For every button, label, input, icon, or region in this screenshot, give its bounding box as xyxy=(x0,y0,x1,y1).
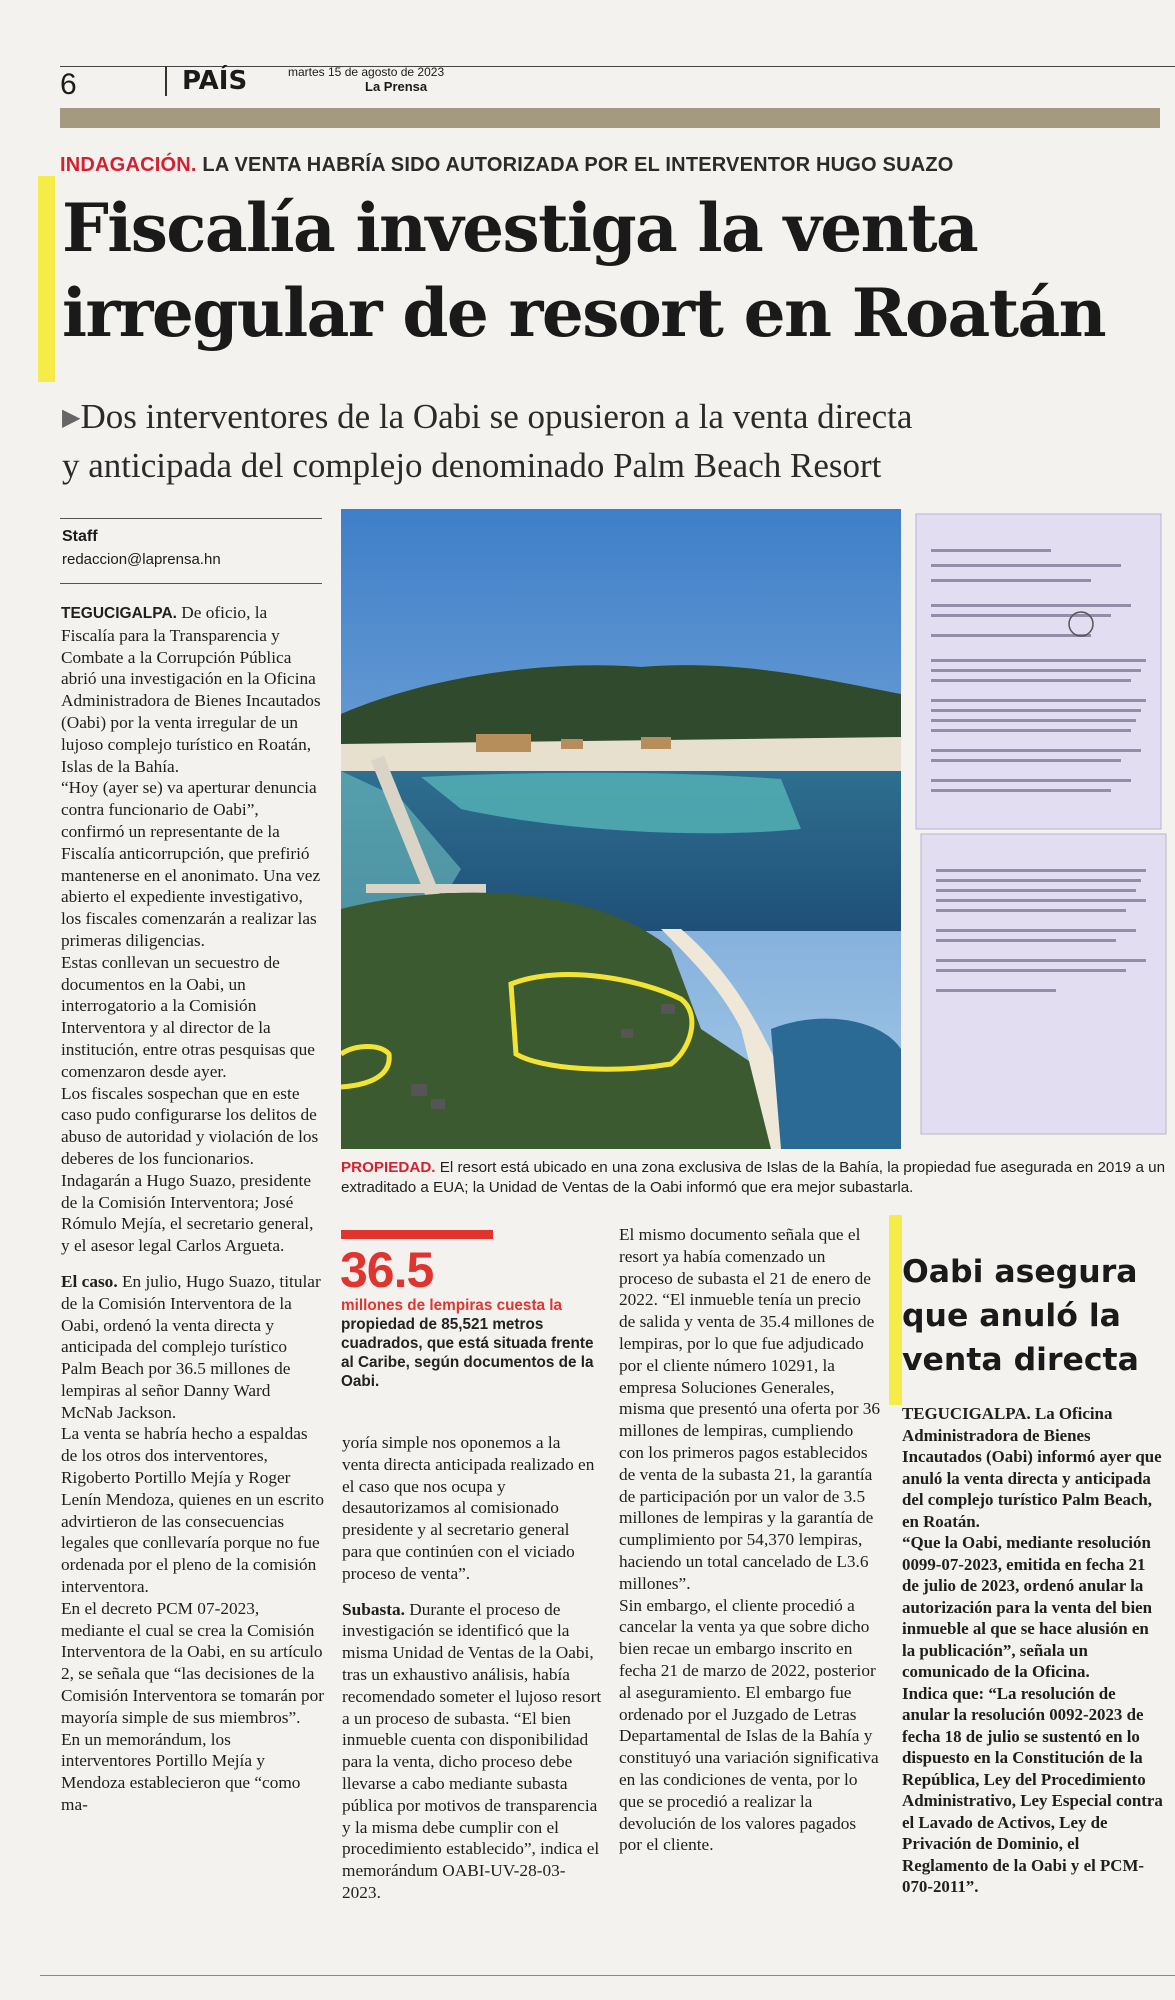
dateline: TEGUCIGALPA. xyxy=(61,605,177,622)
paragraph: La venta se habría hecho a espaldas de los otros dos interventores, Rigoberto Portillo Mejía y Roger Lenín Mendoza, quienes en un escrito advirtieron de las consecuencias legales que conllevaría porque no fue ordenada por el pleno de la comisión interventora. xyxy=(61,1424,324,1597)
byline-rule-bottom xyxy=(60,583,322,584)
kicker-label: INDAGACIÓN. xyxy=(60,154,197,176)
page-bottom-rule xyxy=(40,1975,1175,1976)
stat-text: propiedad de 85,521 metros cuadrados, que está situada frente al Caribe, según documentos de la Oabi. xyxy=(341,1316,594,1390)
article-column-1 xyxy=(61,602,325,1816)
paragraph: En un memorándum, los interventores Portillo Mejía y Mendoza establecieron que “como ma- xyxy=(61,1729,301,1815)
sidebar-headline: Oabi asegura que anuló la venta directa xyxy=(902,1254,1139,1378)
paper-name: La Prensa xyxy=(365,79,428,94)
resort-photo xyxy=(341,509,1171,1149)
deck xyxy=(62,393,1162,490)
headline-line-1: Fiscalía investiga la venta xyxy=(62,189,978,267)
article-column-3 xyxy=(619,1224,881,1856)
triangle-bullet-icon: ▶ xyxy=(62,405,81,431)
page-number: 6 xyxy=(60,68,77,101)
paragraph: “Hoy (ayer se) va aperturar denuncia contra funcionario de Oabi”, confirmó un representante de la Fiscalía anticorrupción, que prefirió mantenerse en el anonimato. Una vez abierto el expediente investigativo, los fiscales comenzarán a realizar las primeras diligencias. xyxy=(61,778,321,950)
resort-aerial-image xyxy=(341,509,1171,1149)
paragraph: Durante el proceso de investigación se identificó que la misma Unidad de Ventas de la Oabi, tras un exhaustivo análisis, había recomendado someter el lujoso resort a un proceso de subasta. “El bien inmueble cuenta con disponibilidad para la venta, dicho proceso debe llevarse a cabo mediante subasta pública por motivos de transparencia y la misma debe cumplir con el procedimiento establecido”, indica el memorándum OABI-UV-28-03-2023. xyxy=(342,1599,602,1902)
headline-line-2: irregular de resort en Roatán xyxy=(62,274,1106,352)
byline-rule-top xyxy=(60,518,322,519)
paragraph: El mismo documento señala que el resort ya había comenzado un proceso de subasta el 21 de enero de 2022. “El inmueble tenía un precio de salida y venta de 35.4 millones de lempiras, por lo que fue adjudicado por el cliente número 10291, la empresa Soluciones Generales, misma que presentó una oferta por 36 millones de lempiras, cumpliendo con los primeros pagos establecidos de venta de la subasta 21, la garantía de participación por un valor de 3.5 millones de lempiras y la garantía de cumplimiento por 54,370 lempiras, haciendo un total cancelado de L3.6 millones”. xyxy=(619,1225,881,1593)
paragraph: La Oficina Administradora de Bienes Incautados (Oabi) informó ayer que anuló la venta directa y anticipada del complejo turístico Palm Beach, en Roatán. xyxy=(902,1404,1162,1531)
byline-email: redaccion@laprensa.hn xyxy=(62,551,221,568)
highlighter-mark xyxy=(889,1215,902,1405)
paragraph: De oficio, la Fiscalía para la Transparencia y Combate a la Corrupción Pública abrió una investigación en la Oficina Administradora de Bienes Incautados (Oabi) por la venta irregular de un lujoso complejo turístico en Roatán, Islas de la Bahía. xyxy=(61,603,321,776)
paragraph: Estas conllevan un secuestro de documentos en la Oabi, un interrogatorio a la Comisión Interventora y al director de la institución, entre otras pesquisas que comenzaron desde ayer. xyxy=(61,952,315,1081)
issue-date: martes 15 de agosto de 2023 xyxy=(288,65,445,79)
stat-red-text: millones de lempiras cuesta la xyxy=(341,1297,563,1314)
deck-line-2: y anticipada del complejo denominado Palm Beach Resort xyxy=(62,446,882,485)
stat-description xyxy=(341,1296,599,1391)
paragraph: Indica que: “La resolución de anular la resolución 0092-2023 de fecha 18 de julio se sustentó en lo dispuesto en la Constitución de la República, Ley del Procedimiento Administrativo, Ley Especial contra el Lavado de Activos, Ley de Privación de Dominio, el Reglamento de la Oabi y el PCM-070-2011”. xyxy=(902,1683,1163,1896)
caption-text: El resort está ubicado en una zona exclusiva de Islas de la Bahía, la propiedad fue asegurada en 2019 a un extraditado a EUA; la Unidad de Ventas de la Oabi informó que era mejor subastarla. xyxy=(341,1159,1166,1196)
highlighter-mark xyxy=(38,176,55,382)
caption-label: PROPIEDAD. xyxy=(341,1159,436,1176)
deck-line-1: ▶Dos interventores de la Oabi se opusieron a la venta directa xyxy=(62,397,913,436)
stat-rule xyxy=(341,1230,493,1239)
sidebar-body xyxy=(902,1403,1164,1898)
paragraph: Los fiscales sospechan que en este caso pudo configurarse los delitos de abuso de autoridad y violación de los deberes de los funcionarios. Indagarán a Hugo Suazo, presidente de la Comisión Interventora; José Rómulo Mejía, el secretario general, y el asesor legal Carlos Argueta. xyxy=(61,1083,319,1256)
stat-number: 36.5 xyxy=(340,1242,434,1298)
paragraph: En el decreto PCM 07-2023, mediante el cual se crea la Comisión Interventora de la Oabi, en su artículo 2, se señala que “las decisiones de la Comisión Interventora se tomarán por mayoría simple de sus miembros”. xyxy=(61,1598,324,1727)
photo-caption xyxy=(341,1158,1171,1198)
kicker xyxy=(60,154,954,177)
paragraph: En julio, Hugo Suazo, titular de la Comisión Interventora de la Oabi, ordenó la venta directa y anticipada del complejo turístico Palm Beach por 36.5 millones de lempiras al señor Danny Ward McNab Jackson. xyxy=(61,1271,321,1422)
article-column-2 xyxy=(342,1432,602,1904)
paragraph: “Que la Oabi, mediante resolución 0099-07-2023, emitida en fecha 21 de julio de 2023, ordenó anular la autorización para la venta del bien inmueble al que se hace alusión en la publicación”, señala un comunicado de la Oficina. xyxy=(902,1533,1153,1681)
kicker-text: LA VENTA HABRÍA SIDO AUTORIZADA POR EL INTERVENTOR HUGO SUAZO xyxy=(202,154,954,176)
subhead: Subasta. xyxy=(342,1599,405,1619)
memo-document-1 xyxy=(916,514,1161,829)
section-name: PAÍS xyxy=(182,66,248,96)
paragraph: yoría simple nos oponemos a la venta directa anticipada realizado en el caso que nos ocupa y desautorizamos al comisionado presidente y al secretario general para que continúen con el viciado proceso de venta”. xyxy=(342,1433,595,1583)
header-divider xyxy=(165,66,167,96)
headline xyxy=(62,186,1172,356)
paragraph: Sin embargo, el cliente procedió a cancelar la venta ya que sobre dicho bien recae un embargo inscrito en fecha 21 de marzo de 2022, posterior al aseguramiento. El embargo fue ordenado por el Juzgado de Letras Departamental de Islas de la Bahía y constituyó una variación significativa en las condiciones de venta, por lo que se procedió a realizar la devolución de los valores pagados por el cliente. xyxy=(619,1595,879,1855)
subhead: El caso. xyxy=(61,1271,118,1291)
byline: Staff xyxy=(62,528,98,545)
sidebar-dateline: TEGUCIGALPA. xyxy=(902,1404,1031,1423)
memo-document-2 xyxy=(921,834,1166,1134)
section-band xyxy=(60,108,1160,128)
